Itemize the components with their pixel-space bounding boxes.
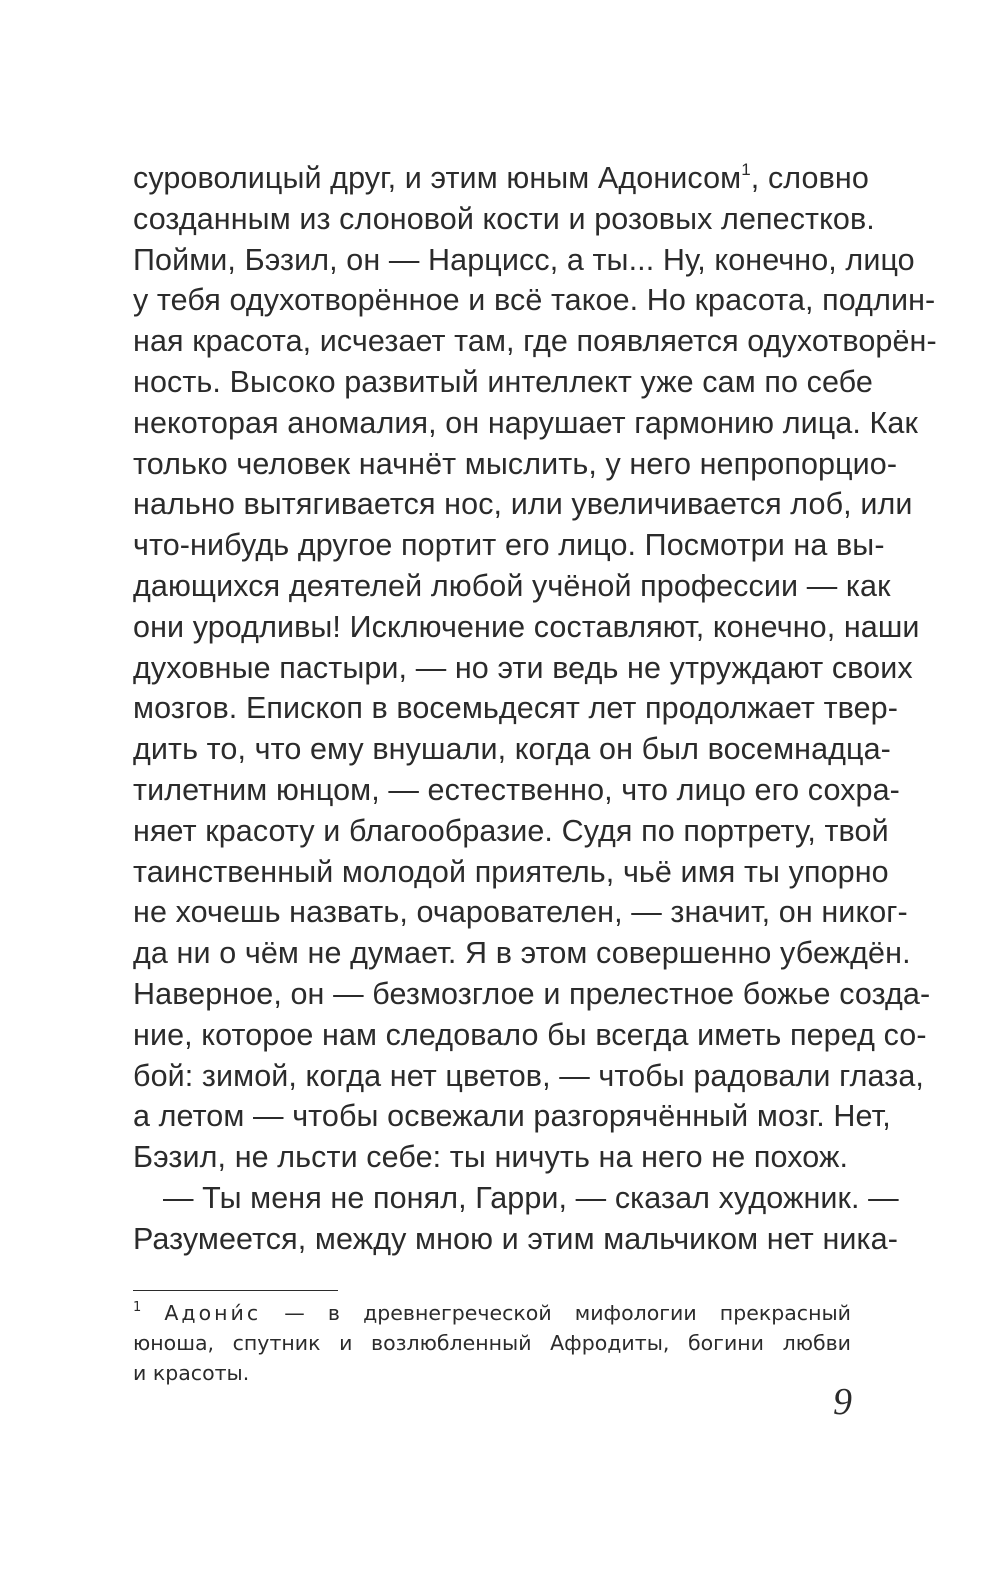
text-line: мозгов. Епископ в восемьдесят лет продолжает твер- [133, 691, 898, 726]
main-text [133, 158, 937, 1260]
text-line: да ни о чём не думает. Я в этом совершенно убеждён. [133, 936, 911, 971]
footnote-divider [133, 1290, 338, 1291]
footnote [133, 1298, 851, 1388]
text-line: они уродливы! Исключение составляют, конечно, наши [133, 609, 920, 644]
text-line: ность. Высоко развитый интеллект уже сам по себе [133, 364, 873, 399]
text-line: Наверное, он — безмозглое и прелестное божье созда- [133, 976, 931, 1011]
text-line: нально вытягивается нос, или увеличивается лоб, или [133, 487, 913, 522]
text-line: дающихся деятелей любой учёной профессии — как [133, 568, 891, 603]
footnote-reference[interactable]: 1 [741, 160, 751, 179]
text-line: только человек начнёт мыслить, у него непропорцио- [133, 446, 898, 481]
text-line: дить то, что ему внушали, когда он был восемнадца- [133, 732, 891, 767]
text-line: у тебя одухотворённое и всё такое. Но красота, подлин- [133, 283, 936, 318]
text-line: что-нибудь другое портит его лицо. Посмотри на вы- [133, 528, 885, 563]
page-number: 9 [833, 1381, 852, 1423]
text-line: Разумеется, между мною и этим мальчиком нет ника- [133, 1221, 898, 1256]
text-line: духовные пастыри, — но эти ведь не утруждают своих [133, 650, 913, 685]
text-line: няет красоту и благообразие. Судя по портрету, твой [133, 813, 889, 848]
text-line: созданным из слоновой кости и розовых лепестков. [133, 201, 875, 236]
footnote-line: $^1$ Адони́с — в древнегреческой мифологии прекрасный [133, 1300, 851, 1325]
footnote-marker: 1 [133, 1300, 142, 1315]
dialogue-line: — Ты меня не понял, Гарри, — сказал художник. — [163, 1180, 899, 1215]
text-line: не хочешь назвать, очарователен, — значит, он никог- [133, 895, 908, 930]
text-line: ние, которое нам следовало бы всегда иметь перед со- [133, 1017, 927, 1052]
footnote-line: и красоты. [133, 1361, 250, 1385]
text-line: а летом — чтобы освежали разгорячённый мозг. Нет, [133, 1099, 891, 1134]
text-line: Бэзил, не льсти себе: ты ничуть на него не похож. [133, 1140, 849, 1175]
footnote-term: Адони́с [164, 1301, 262, 1325]
text-line: некоторая аномалия, он нарушает гармонию лица. Как [133, 405, 918, 440]
text-line: суроволицый друг, и этим юным Адонисом$^1$, словно [133, 160, 869, 195]
text-line: таинственный молодой приятель, чьё имя ты упорно [133, 854, 889, 889]
text-line: ная красота, исчезает там, где появляется одухотворён- [133, 324, 937, 359]
text-line: тилетним юнцом, — естественно, что лицо его сохра- [133, 772, 900, 807]
text-line: Пойми, Бэзил, он — Нарцисс, а ты... Ну, конечно, лицо [133, 242, 915, 277]
text-line: бой: зимой, когда нет цветов, — чтобы радовали глаза, [133, 1058, 924, 1093]
footnote-line: юноша, спутник и возлюбленный Афродиты, богини любви [133, 1331, 851, 1355]
